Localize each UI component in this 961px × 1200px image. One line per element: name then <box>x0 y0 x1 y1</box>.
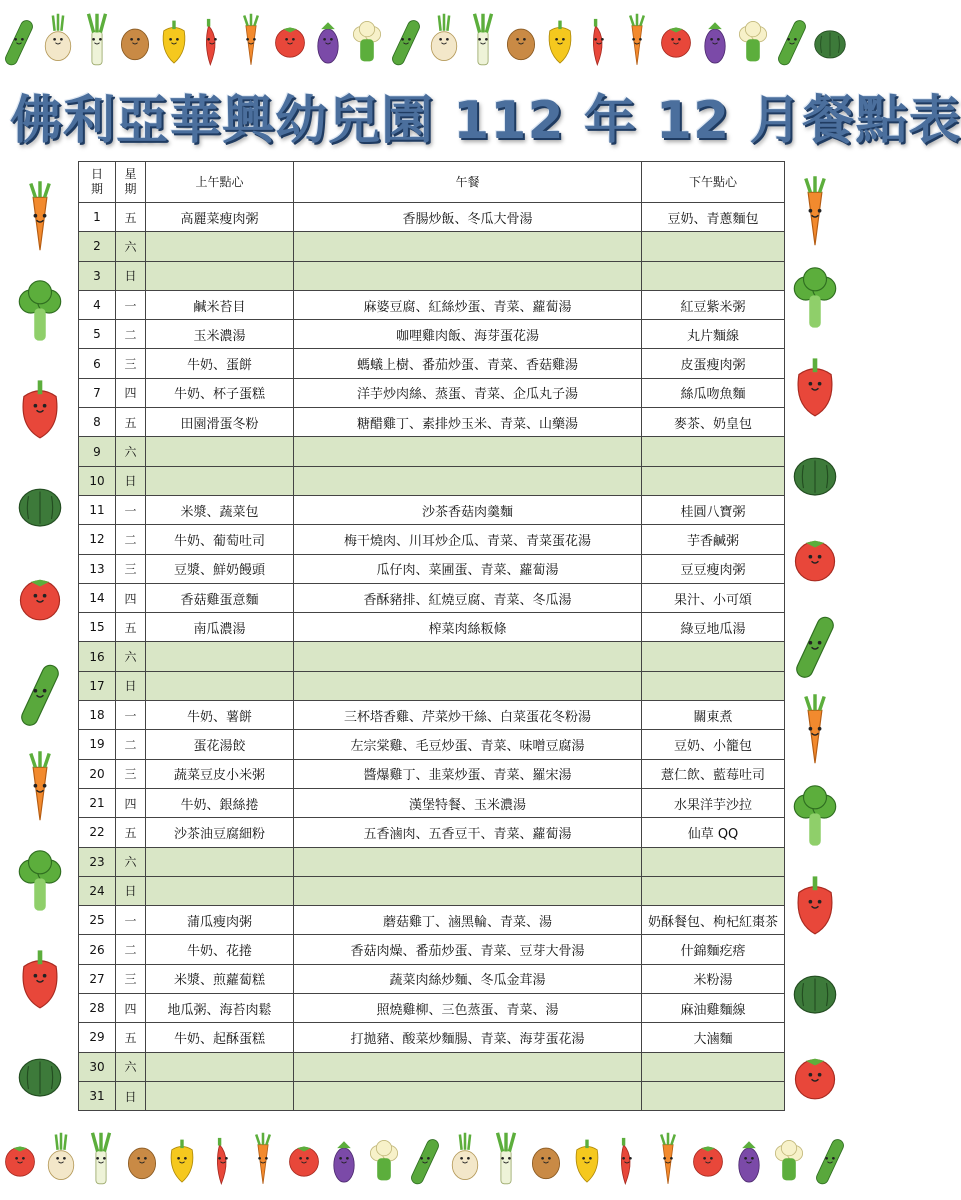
header-lunch: 午餐 <box>294 162 642 203</box>
table-row <box>79 320 785 349</box>
header-afternoon-snack: 下午點心 <box>642 162 785 203</box>
date-cell: 14 <box>79 583 116 612</box>
lunch-cell <box>294 847 642 876</box>
lunch-cell <box>294 1052 642 1081</box>
afternoon-snack-cell <box>642 261 785 290</box>
cucumber-icon <box>2 12 36 70</box>
carrot-icon <box>246 1131 280 1189</box>
weekday-cell: 一 <box>116 701 146 730</box>
date-cell: 24 <box>79 876 116 905</box>
morning-snack-cell: 牛奶、杯子蛋糕 <box>146 378 294 407</box>
cauliflower-icon <box>350 12 384 70</box>
potato-icon <box>529 1131 563 1189</box>
tomato-icon <box>792 522 838 596</box>
lunch-cell: 糖醋雞丁、素排炒玉米、青菜、山藥湯 <box>294 408 642 437</box>
carrot-icon <box>651 1131 685 1189</box>
table-row <box>79 847 785 876</box>
pumpkin-icon <box>792 953 838 1027</box>
table-row <box>79 466 785 495</box>
tomato-icon <box>287 1131 321 1189</box>
weekday-cell: 四 <box>116 583 146 612</box>
weekday-cell: 日 <box>116 1081 146 1110</box>
weekday-cell: 三 <box>116 349 146 378</box>
lunch-cell: 螞蟻上樹、番茄炒蛋、青菜、香菇雞湯 <box>294 349 642 378</box>
onion-icon <box>448 1131 482 1189</box>
morning-snack-cell <box>146 437 294 466</box>
cucumber-icon <box>775 12 809 70</box>
tomato-icon <box>17 561 63 635</box>
afternoon-snack-cell: 芋香鹹粥 <box>642 525 785 554</box>
morning-snack-cell: 豆漿、鮮奶饅頭 <box>146 554 294 583</box>
table-row <box>79 906 785 935</box>
weekday-cell: 日 <box>116 671 146 700</box>
top-vegetable-border <box>0 6 850 76</box>
date-cell: 30 <box>79 1052 116 1081</box>
afternoon-snack-cell <box>642 466 785 495</box>
morning-snack-cell <box>146 847 294 876</box>
bell-pepper-icon <box>17 941 63 1015</box>
lunch-cell: 香腸炒飯、冬瓜大骨湯 <box>294 203 642 232</box>
eggplant-icon <box>732 1131 766 1189</box>
lunch-cell <box>294 1081 642 1110</box>
table-row <box>79 378 785 407</box>
afternoon-snack-cell: 奶酥餐包、枸杞紅棗茶 <box>642 906 785 935</box>
weekday-cell: 日 <box>116 466 146 495</box>
broccoli-icon <box>17 846 63 920</box>
morning-snack-cell: 南瓜濃湯 <box>146 613 294 642</box>
date-cell: 21 <box>79 788 116 817</box>
lunch-cell: 麻婆豆腐、紅絲炒蛋、青菜、蘿蔔湯 <box>294 290 642 319</box>
date-cell: 20 <box>79 759 116 788</box>
tomato-icon <box>792 1040 838 1114</box>
afternoon-snack-cell: 丸片麵線 <box>642 320 785 349</box>
leek-icon <box>80 12 114 70</box>
bottom-vegetable-border <box>0 1125 850 1195</box>
table-row <box>79 642 785 671</box>
potato-icon <box>125 1131 159 1189</box>
afternoon-snack-cell <box>642 876 785 905</box>
afternoon-snack-cell <box>642 671 785 700</box>
carrot-icon <box>234 12 268 70</box>
tomato-icon <box>273 12 307 70</box>
table-row <box>79 759 785 788</box>
date-cell: 9 <box>79 437 116 466</box>
table-row <box>79 583 785 612</box>
afternoon-snack-cell <box>642 847 785 876</box>
cucumber-icon <box>813 1131 847 1189</box>
lunch-cell: 三杯塔香雞、芹菜炒干絲、白菜蛋花冬粉湯 <box>294 701 642 730</box>
carrot-icon <box>792 176 838 250</box>
morning-snack-cell: 蛋花湯餃 <box>146 730 294 759</box>
cucumber-icon <box>17 656 63 730</box>
date-cell: 5 <box>79 320 116 349</box>
afternoon-snack-cell <box>642 1081 785 1110</box>
table-row <box>79 1081 785 1110</box>
date-cell: 7 <box>79 378 116 407</box>
weekday-cell: 六 <box>116 642 146 671</box>
weekday-cell: 三 <box>116 759 146 788</box>
afternoon-snack-cell <box>642 232 785 261</box>
date-cell: 25 <box>79 906 116 935</box>
eggplant-icon <box>698 12 732 70</box>
cucumber-icon <box>389 12 423 70</box>
date-cell: 16 <box>79 642 116 671</box>
afternoon-snack-cell: 豆奶、小籠包 <box>642 730 785 759</box>
chili-icon <box>206 1131 240 1189</box>
afternoon-snack-cell: 麻油雞麵線 <box>642 994 785 1023</box>
table-row <box>79 525 785 554</box>
morning-snack-cell: 米漿、蔬菜包 <box>146 495 294 524</box>
table-row <box>79 203 785 232</box>
pumpkin-icon <box>813 12 847 70</box>
pepper-icon <box>570 1131 604 1189</box>
date-cell: 2 <box>79 232 116 261</box>
date-cell: 11 <box>79 495 116 524</box>
afternoon-snack-cell: 什錦麵疙瘩 <box>642 935 785 964</box>
weekday-cell: 一 <box>116 290 146 319</box>
tomato-icon <box>659 12 693 70</box>
weekday-cell: 六 <box>116 437 146 466</box>
cauliflower-icon <box>736 12 770 70</box>
morning-snack-cell <box>146 876 294 905</box>
table-row <box>79 408 785 437</box>
date-cell: 27 <box>79 964 116 993</box>
weekday-cell: 六 <box>116 847 146 876</box>
afternoon-snack-cell: 果汁、小可頌 <box>642 583 785 612</box>
lunch-cell: 蔬菜肉絲炒麵、冬瓜金茸湯 <box>294 964 642 993</box>
morning-snack-cell: 牛奶、蛋餅 <box>146 349 294 378</box>
lunch-cell <box>294 437 642 466</box>
weekday-cell: 四 <box>116 788 146 817</box>
lunch-cell <box>294 876 642 905</box>
cucumber-icon <box>408 1131 442 1189</box>
morning-snack-cell <box>146 642 294 671</box>
weekday-cell: 四 <box>116 378 146 407</box>
table-row <box>79 613 785 642</box>
menu-table <box>78 161 785 1111</box>
date-cell: 4 <box>79 290 116 319</box>
morning-snack-cell: 高麗菜瘦肉粥 <box>146 203 294 232</box>
date-cell: 19 <box>79 730 116 759</box>
chili-icon <box>582 12 616 70</box>
weekday-cell: 二 <box>116 730 146 759</box>
bell-pepper-icon <box>17 371 63 445</box>
morning-snack-cell: 米漿、煎蘿蔔糕 <box>146 964 294 993</box>
weekday-cell: 一 <box>116 495 146 524</box>
date-cell: 31 <box>79 1081 116 1110</box>
broccoli-icon <box>792 263 838 337</box>
morning-snack-cell: 田園滑蛋冬粉 <box>146 408 294 437</box>
page-title: 佛利亞華興幼兒園 112 年 12 月餐點表 <box>10 91 961 151</box>
carrot-icon <box>620 12 654 70</box>
date-cell: 29 <box>79 1023 116 1052</box>
weekday-cell: 三 <box>116 554 146 583</box>
lunch-cell <box>294 232 642 261</box>
carrot-icon <box>17 181 63 255</box>
morning-snack-cell: 香菇雞蛋意麵 <box>146 583 294 612</box>
table-row <box>79 701 785 730</box>
pumpkin-icon <box>17 466 63 540</box>
table-row <box>79 788 785 817</box>
date-cell: 26 <box>79 935 116 964</box>
potato-icon <box>504 12 538 70</box>
potato-icon <box>118 12 152 70</box>
afternoon-snack-cell: 豆奶、青蔥麵包 <box>642 203 785 232</box>
leek-icon <box>84 1131 118 1189</box>
cauliflower-icon <box>772 1131 806 1189</box>
table-row <box>79 554 785 583</box>
date-cell: 23 <box>79 847 116 876</box>
date-cell: 17 <box>79 671 116 700</box>
afternoon-snack-cell: 薏仁飲、藍莓吐司 <box>642 759 785 788</box>
date-cell: 15 <box>79 613 116 642</box>
weekday-cell: 三 <box>116 964 146 993</box>
date-cell: 3 <box>79 261 116 290</box>
weekday-cell: 五 <box>116 203 146 232</box>
morning-snack-cell: 牛奶、薯餅 <box>146 701 294 730</box>
weekday-cell: 日 <box>116 876 146 905</box>
lunch-cell: 蘑菇雞丁、滷黑輪、青菜、湯 <box>294 906 642 935</box>
morning-snack-cell <box>146 261 294 290</box>
afternoon-snack-cell: 大滷麵 <box>642 1023 785 1052</box>
header-weekday: 星 期 <box>116 162 146 203</box>
date-cell: 12 <box>79 525 116 554</box>
bell-pepper-icon <box>792 349 838 423</box>
table-row <box>79 671 785 700</box>
pepper-icon <box>543 12 577 70</box>
chili-icon <box>195 12 229 70</box>
table-row <box>79 994 785 1023</box>
cauliflower-icon <box>367 1131 401 1189</box>
table-row <box>79 349 785 378</box>
lunch-cell <box>294 642 642 671</box>
weekday-cell: 一 <box>116 906 146 935</box>
afternoon-snack-cell: 皮蛋瘦肉粥 <box>642 349 785 378</box>
lunch-cell: 沙茶香菇肉羹麵 <box>294 495 642 524</box>
weekday-cell: 二 <box>116 525 146 554</box>
lunch-cell: 打拋豬、酸菜炒麵腸、青菜、海芽蛋花湯 <box>294 1023 642 1052</box>
date-cell: 1 <box>79 203 116 232</box>
table-row <box>79 232 785 261</box>
eggplant-icon <box>311 12 345 70</box>
lunch-cell: 瓜仔肉、菜圃蛋、青菜、蘿蔔湯 <box>294 554 642 583</box>
weekday-cell: 二 <box>116 935 146 964</box>
morning-snack-cell: 玉米濃湯 <box>146 320 294 349</box>
table-row <box>79 495 785 524</box>
tomato-icon <box>691 1131 725 1189</box>
afternoon-snack-cell <box>642 1052 785 1081</box>
menu-body <box>79 203 785 1111</box>
morning-snack-cell: 牛奶、葡萄吐司 <box>146 525 294 554</box>
broccoli-icon <box>792 781 838 855</box>
weekday-cell: 二 <box>116 320 146 349</box>
table-row <box>79 1023 785 1052</box>
afternoon-snack-cell: 絲瓜吻魚麵 <box>642 378 785 407</box>
table-row <box>79 290 785 319</box>
eggplant-icon <box>327 1131 361 1189</box>
lunch-cell: 榨菜肉絲粄條 <box>294 613 642 642</box>
lunch-cell <box>294 671 642 700</box>
weekday-cell: 四 <box>116 994 146 1023</box>
date-cell: 10 <box>79 466 116 495</box>
lunch-cell: 洋芋炒肉絲、蒸蛋、青菜、企瓜丸子湯 <box>294 378 642 407</box>
morning-snack-cell: 牛奶、起酥蛋糕 <box>146 1023 294 1052</box>
onion-icon <box>427 12 461 70</box>
header-row <box>79 162 785 203</box>
bell-pepper-icon <box>792 867 838 941</box>
broccoli-icon <box>17 276 63 350</box>
header-date: 日 期 <box>79 162 116 203</box>
carrot-icon <box>792 694 838 768</box>
lunch-cell: 香菇肉燥、番茄炒蛋、青菜、豆芽大骨湯 <box>294 935 642 964</box>
lunch-cell: 漢堡特餐、玉米濃湯 <box>294 788 642 817</box>
morning-snack-cell: 牛奶、花捲 <box>146 935 294 964</box>
date-cell: 8 <box>79 408 116 437</box>
morning-snack-cell: 沙茶油豆腐細粉 <box>146 818 294 847</box>
lunch-cell: 香酥豬排、紅燒豆腐、青菜、冬瓜湯 <box>294 583 642 612</box>
table-row <box>79 437 785 466</box>
lunch-cell: 照燒雞柳、三色蒸蛋、青菜、湯 <box>294 994 642 1023</box>
onion-icon <box>44 1131 78 1189</box>
morning-snack-cell <box>146 1081 294 1110</box>
table-row <box>79 818 785 847</box>
table-row <box>79 261 785 290</box>
lunch-cell: 梅干燒肉、川耳炒企瓜、青菜、青菜蛋花湯 <box>294 525 642 554</box>
chili-icon <box>610 1131 644 1189</box>
morning-snack-cell: 蔬菜豆皮小米粥 <box>146 759 294 788</box>
pumpkin-icon <box>792 435 838 509</box>
afternoon-snack-cell: 關東煮 <box>642 701 785 730</box>
morning-snack-cell <box>146 466 294 495</box>
left-vegetable-border <box>0 170 80 1120</box>
table-row <box>79 1052 785 1081</box>
date-cell: 22 <box>79 818 116 847</box>
date-cell: 28 <box>79 994 116 1023</box>
lunch-cell: 醬爆雞丁、韭菜炒蛋、青菜、羅宋湯 <box>294 759 642 788</box>
afternoon-snack-cell: 仙草 QQ <box>642 818 785 847</box>
lunch-cell: 五香滷肉、五香豆干、青菜、蘿蔔湯 <box>294 818 642 847</box>
cucumber-icon <box>792 608 838 682</box>
pumpkin-icon <box>17 1036 63 1110</box>
weekday-cell: 五 <box>116 613 146 642</box>
pepper-icon <box>165 1131 199 1189</box>
leek-icon <box>466 12 500 70</box>
afternoon-snack-cell: 豆豆瘦肉粥 <box>642 554 785 583</box>
weekday-cell: 五 <box>116 1023 146 1052</box>
leek-icon <box>489 1131 523 1189</box>
afternoon-snack-cell: 綠豆地瓜湯 <box>642 613 785 642</box>
table-row <box>79 935 785 964</box>
weekday-cell: 日 <box>116 261 146 290</box>
afternoon-snack-cell: 紅豆紫米粥 <box>642 290 785 319</box>
afternoon-snack-cell: 米粉湯 <box>642 964 785 993</box>
morning-snack-cell <box>146 1052 294 1081</box>
tomato-icon <box>3 1131 37 1189</box>
afternoon-snack-cell: 麥茶、奶皇包 <box>642 408 785 437</box>
morning-snack-cell: 地瓜粥、海苔肉鬆 <box>146 994 294 1023</box>
pepper-icon <box>157 12 191 70</box>
weekday-cell: 五 <box>116 818 146 847</box>
morning-snack-cell: 蒲瓜瘦肉粥 <box>146 906 294 935</box>
carrot-icon <box>17 751 63 825</box>
lunch-cell: 左宗棠雞、毛豆炒蛋、青菜、味噌豆腐湯 <box>294 730 642 759</box>
table-row <box>79 876 785 905</box>
morning-snack-cell <box>146 671 294 700</box>
date-cell: 18 <box>79 701 116 730</box>
date-cell: 13 <box>79 554 116 583</box>
right-vegetable-border <box>775 170 855 1120</box>
lunch-cell: 咖哩雞肉飯、海芽蛋花湯 <box>294 320 642 349</box>
onion-icon <box>41 12 75 70</box>
table-row <box>79 964 785 993</box>
lunch-cell <box>294 261 642 290</box>
date-cell: 6 <box>79 349 116 378</box>
afternoon-snack-cell <box>642 642 785 671</box>
weekday-cell: 六 <box>116 1052 146 1081</box>
weekday-cell: 五 <box>116 408 146 437</box>
afternoon-snack-cell <box>642 437 785 466</box>
weekday-cell: 六 <box>116 232 146 261</box>
lunch-cell <box>294 466 642 495</box>
header-morning-snack: 上午點心 <box>146 162 294 203</box>
afternoon-snack-cell: 桂圓八寶粥 <box>642 495 785 524</box>
morning-snack-cell <box>146 232 294 261</box>
table-row <box>79 730 785 759</box>
morning-snack-cell: 牛奶、銀絲捲 <box>146 788 294 817</box>
morning-snack-cell: 鹹米苔目 <box>146 290 294 319</box>
afternoon-snack-cell: 水果洋芋沙拉 <box>642 788 785 817</box>
